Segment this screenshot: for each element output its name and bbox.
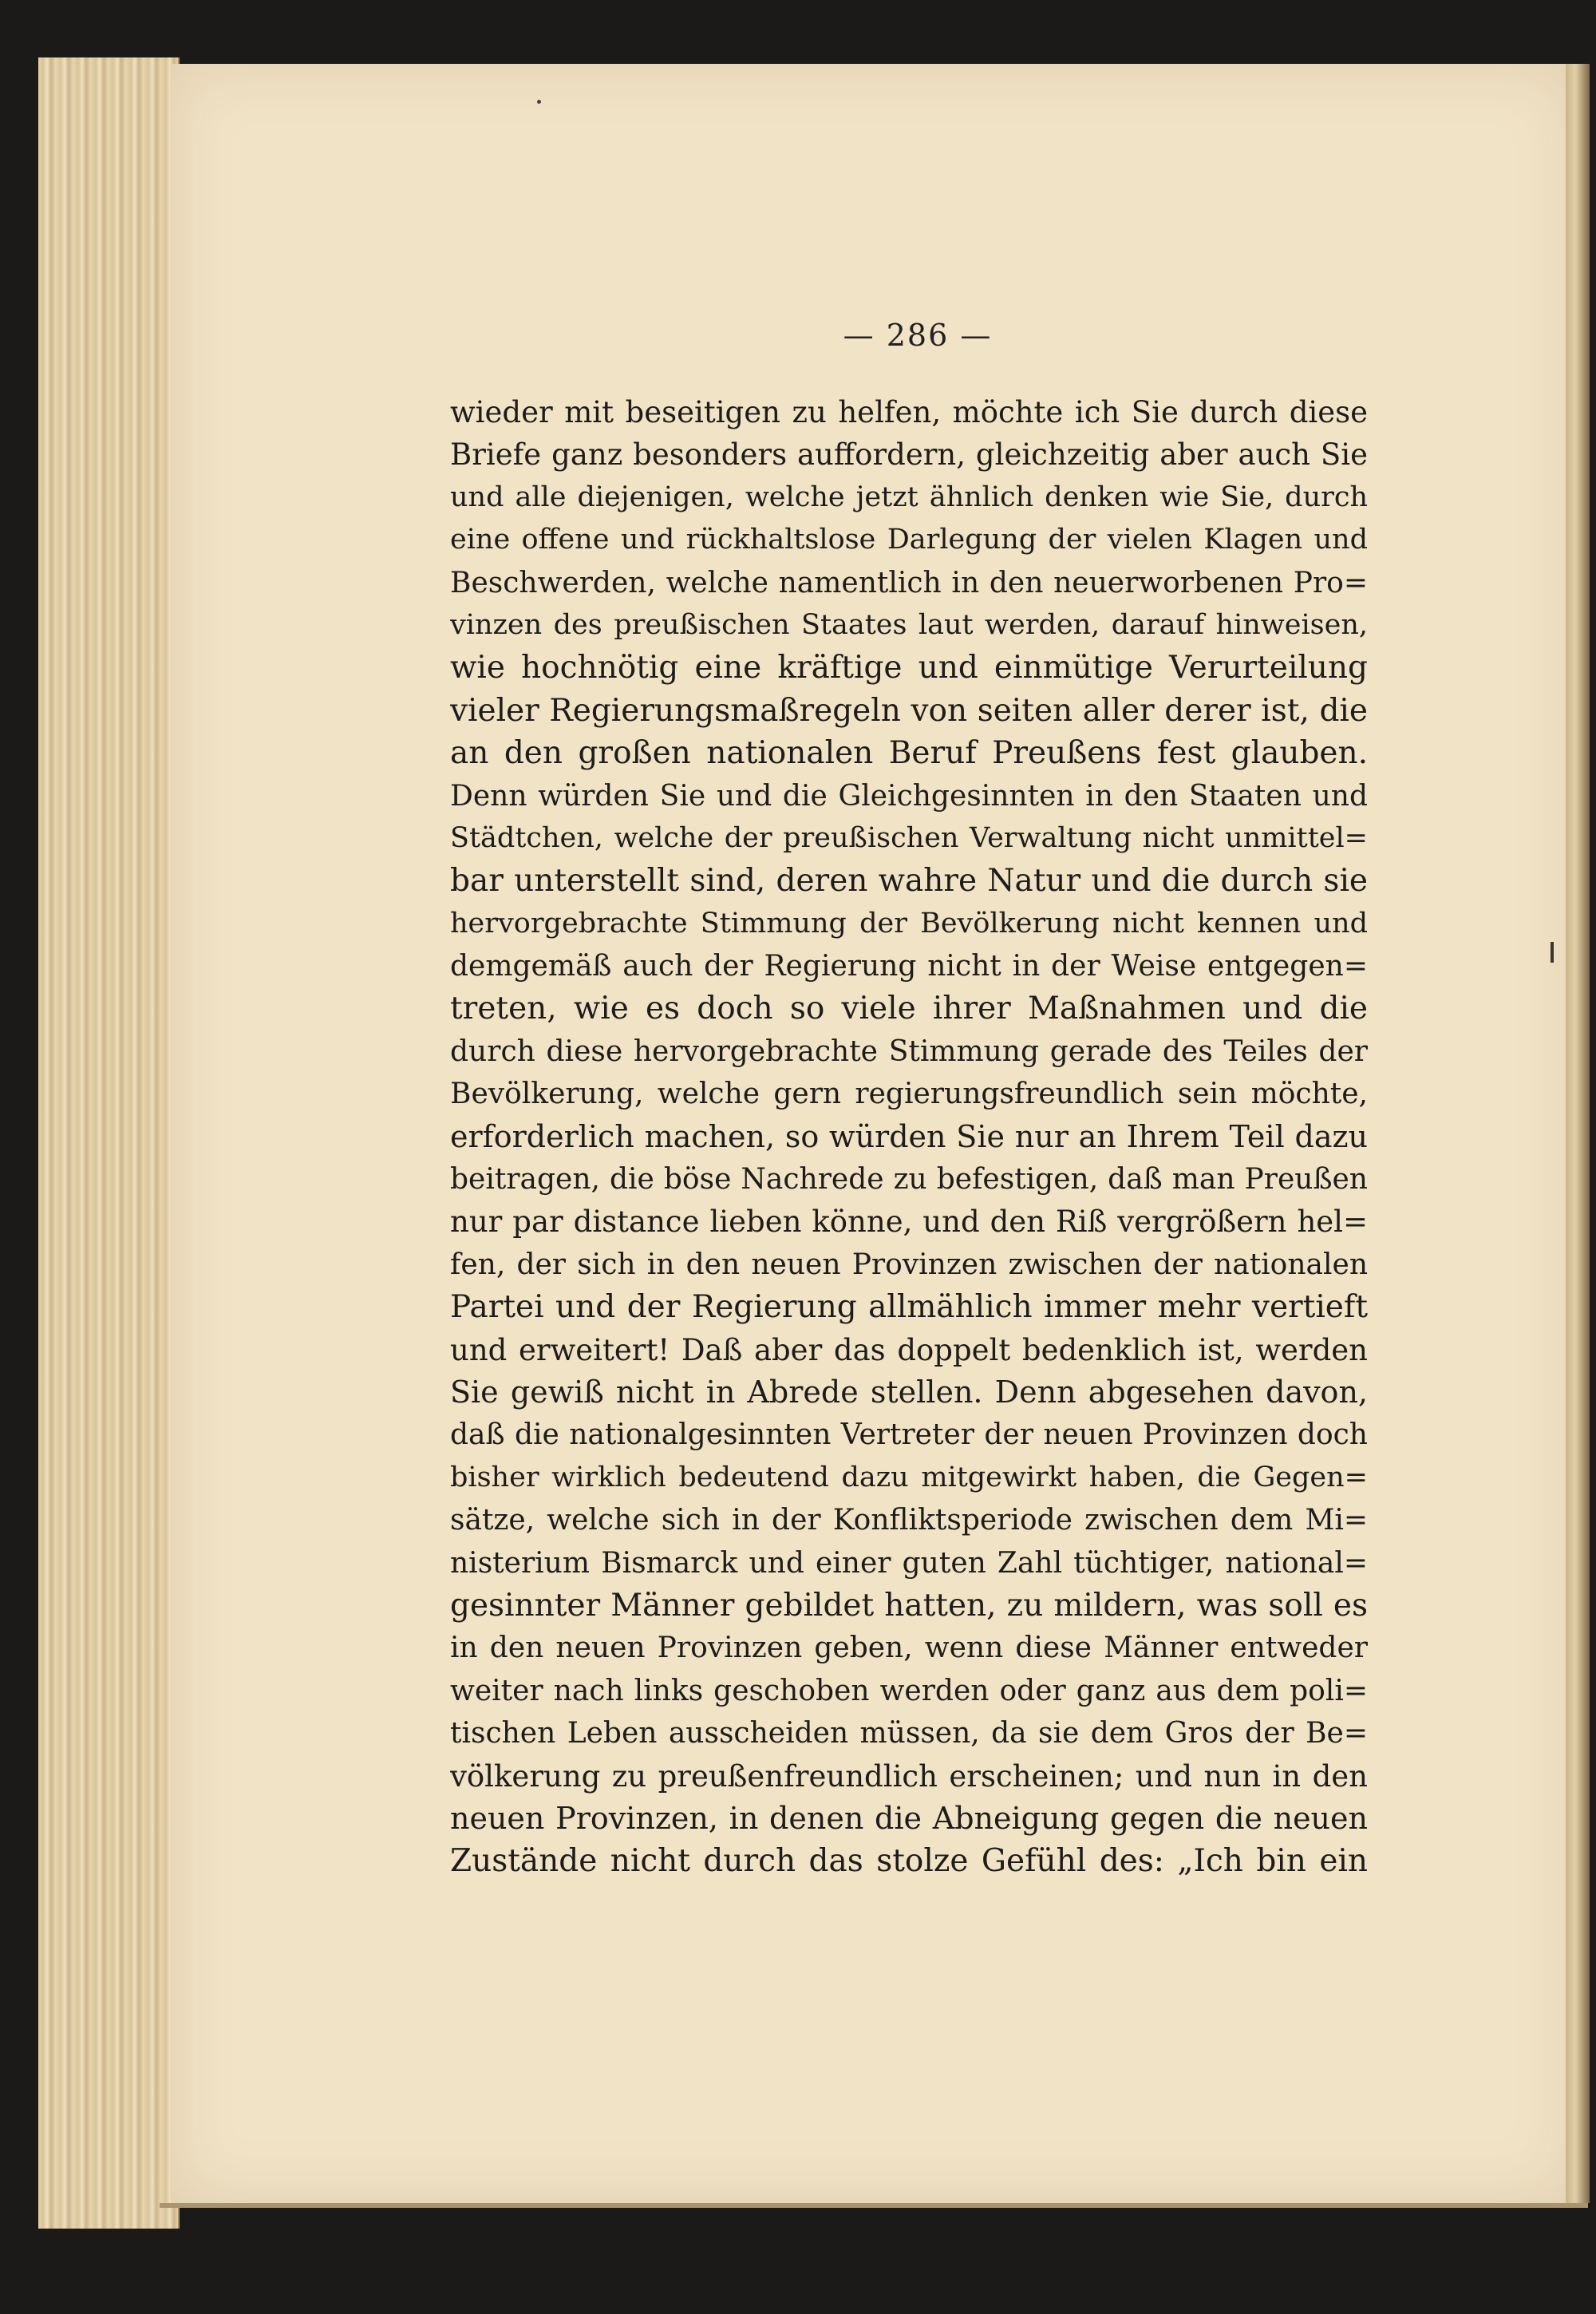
facing-page-edge (1566, 64, 1590, 2203)
page-bottom-edge (160, 2203, 1588, 2208)
text-line: und erweitert! Daß aber das doppelt bedenklich ist, werden (450, 1332, 1368, 1367)
text-line: eine offene und rückhaltslose Darlegung der vielen Klagen und (450, 524, 1368, 556)
text-line: und alle diejenigen, welche jetzt ähnlich denken wie Sie, durch (450, 481, 1368, 513)
text-line: treten, wie es doch so viele ihrer Maßnahmen und die (450, 991, 1368, 1027)
text-line: weiter nach links geschoben werden oder ganz aus dem poli= (450, 1674, 1368, 1707)
text-line: völkerung zu preußenfreundlich erscheinen; und nun in den (450, 1758, 1368, 1794)
text-line: bisher wirklich bedeutend dazu mitgewirkt haben, die Gegen= (450, 1461, 1368, 1493)
text-line: durch diese hervorgebrachte Stimmung gerade des Teiles der (450, 1034, 1368, 1068)
text-line: Städtchen, welche der preußischen Verwaltung nicht unmittel= (450, 821, 1368, 854)
page-number: — 286 — (843, 318, 993, 353)
text-line: nur par distance lieben könne, und den Riß vergrößern hel= (450, 1204, 1368, 1240)
text-line: beitragen, die böse Nachrede zu befestigen, daß man Preußen (450, 1163, 1368, 1197)
text-line: Briefe ganz besonders auffordern, gleichzeitig aber auch Sie (450, 437, 1368, 473)
text-line: neuen Provinzen, in denen die Abneigung gegen die neuen (450, 1800, 1368, 1836)
text-line: demgemäß auch der Regierung nicht in der Weise entgegen= (450, 950, 1368, 983)
text-line: Sie gewiß nicht in Abrede stellen. Denn abgesehen davon, (450, 1374, 1368, 1410)
text-line: wie hochnötig eine kräftige und einmütige Verurteilung (450, 650, 1368, 686)
text-line: erforderlich machen, so würden Sie nur an Ihrem Teil dazu (450, 1118, 1368, 1154)
text-line: Beschwerden, welche namentlich in den neuerworbenen Pro= (450, 566, 1368, 599)
text-line: vieler Regierungsmaßregeln von seiten aller derer ist, die (450, 692, 1368, 729)
book-page-edges (38, 57, 180, 2229)
text-line: in den neuen Provinzen geben, wenn diese Männer entweder (450, 1632, 1368, 1665)
margin-mark (1551, 942, 1554, 963)
text-line: tischen Leben ausscheiden müssen, da sie dem Gros der Be= (450, 1717, 1368, 1750)
text-line: vinzen des preußischen Staates laut werden, darauf hinweisen, (450, 608, 1368, 641)
text-line: Bevölkerung, welche gern regierungsfreundlich sein möchte, (450, 1078, 1368, 1111)
text-line: nisterium Bismarck und einer guten Zahl tüchtiger, national= (450, 1546, 1368, 1580)
text-line: wieder mit beseitigen zu helfen, möchte ich Sie durch diese (450, 395, 1368, 429)
speck-mark (537, 100, 541, 104)
text-line: hervorgebrachte Stimmung der Bevölkerung nicht kennen und (450, 907, 1368, 939)
text-line: gesinnter Männer gebildet hatten, zu mildern, was soll es (450, 1587, 1368, 1624)
text-line: bar unterstellt sind, deren wahre Natur und die durch sie (450, 863, 1368, 900)
text-line: Partei und der Regierung allmählich immer mehr vertieft (450, 1289, 1368, 1326)
text-line: Denn würden Sie und die Gleichgesinnten in den Staaten und (450, 779, 1368, 813)
text-line: Zustände nicht durch das stolze Gefühl des: „Ich bin ein (450, 1843, 1368, 1880)
text-line: an den großen nationalen Beruf Preußens fest glauben. (450, 735, 1368, 772)
text-line: fen, der sich in den neuen Provinzen zwischen der nationalen (450, 1248, 1368, 1281)
text-line: daß die nationalgesinnten Vertreter der neuen Provinzen doch (450, 1418, 1368, 1452)
text-line: sätze, welche sich in der Konfliktsperiode zwischen dem Mi= (450, 1504, 1368, 1537)
body-text (450, 391, 1368, 1883)
